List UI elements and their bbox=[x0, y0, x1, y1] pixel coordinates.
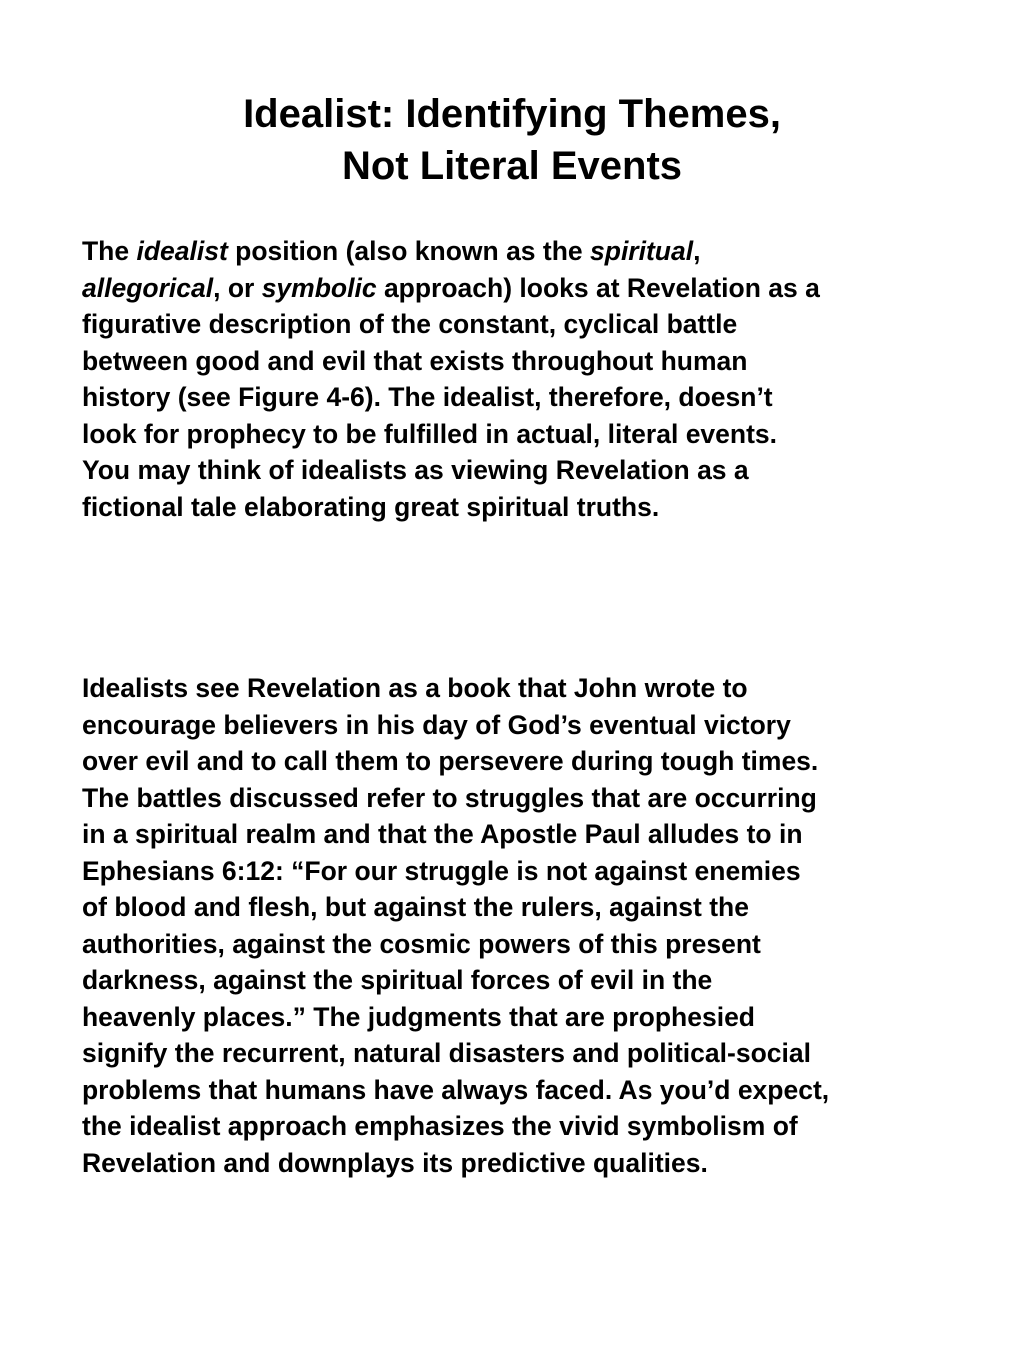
paragraph-line: look for prophecy to be fulfilled in actual, literal events. bbox=[82, 418, 778, 449]
italic-term: idealist bbox=[136, 236, 228, 266]
title-line-2: Not Literal Events bbox=[341, 144, 683, 188]
paragraph-line: problems that humans have always faced. As you’d expect, bbox=[82, 1074, 830, 1105]
text-run: The bbox=[82, 236, 137, 266]
paragraph-idealist-view bbox=[82, 670, 962, 1181]
paragraph-line: Ephesians 6:12: “For our struggle is not against enemies bbox=[82, 855, 801, 886]
paragraph-line: The battles discussed refer to struggles that are occurring bbox=[82, 782, 817, 813]
italic-term: spiritual bbox=[590, 236, 694, 266]
paragraph-line: history (see Figure 4-6). The idealist, therefore, doesn’t bbox=[82, 382, 773, 412]
paragraph-line: authorities, against the cosmic powers of this present bbox=[82, 928, 761, 959]
paragraph-line: over evil and to call them to persevere during tough times. bbox=[82, 746, 819, 776]
paragraph-line: darkness, against the spiritual forces of evil in the bbox=[82, 965, 713, 995]
paragraph-line: encourage believers in his day of God’s eventual victory bbox=[82, 709, 791, 740]
text-run: , bbox=[693, 236, 701, 266]
paragraph-line: of blood and flesh, but against the rulers, against the bbox=[82, 892, 749, 922]
paragraph-line: in a spiritual realm and that the Apostle Paul alludes to in bbox=[82, 819, 803, 849]
paragraph-idealist-definition bbox=[82, 233, 962, 525]
text-run: approach) looks at Revelation as a bbox=[376, 272, 820, 303]
paragraph-line: figurative description of the constant, cyclical battle bbox=[82, 309, 738, 339]
paragraph-line: heavenly places.” The judgments that are prophesied bbox=[82, 1001, 755, 1032]
italic-term: allegorical bbox=[82, 272, 214, 303]
paragraph-line: Revelation and downplays its predictive qualities. bbox=[82, 1147, 708, 1178]
page-title bbox=[0, 88, 1024, 192]
italic-term: symbolic bbox=[261, 272, 377, 303]
text-run: position (also known as the bbox=[227, 236, 591, 266]
text-run: , or bbox=[213, 272, 262, 303]
paragraph-line bbox=[82, 233, 962, 270]
paragraph-line: Idealists see Revelation as a book that John wrote to bbox=[82, 673, 748, 703]
paragraph-line bbox=[82, 270, 962, 307]
paragraph-line: signify the recurrent, natural disasters and political-social bbox=[82, 1038, 811, 1068]
paragraph-line: You may think of idealists as viewing Revelation as a bbox=[82, 455, 749, 485]
paragraph-line: the idealist approach emphasizes the vivid symbolism of bbox=[82, 1111, 798, 1141]
title-line-1: Idealist: Identifying Themes, bbox=[243, 92, 781, 136]
paragraph-line: between good and evil that exists throughout human bbox=[82, 345, 748, 376]
paragraph-line: fictional tale elaborating great spiritual truths. bbox=[82, 491, 660, 522]
